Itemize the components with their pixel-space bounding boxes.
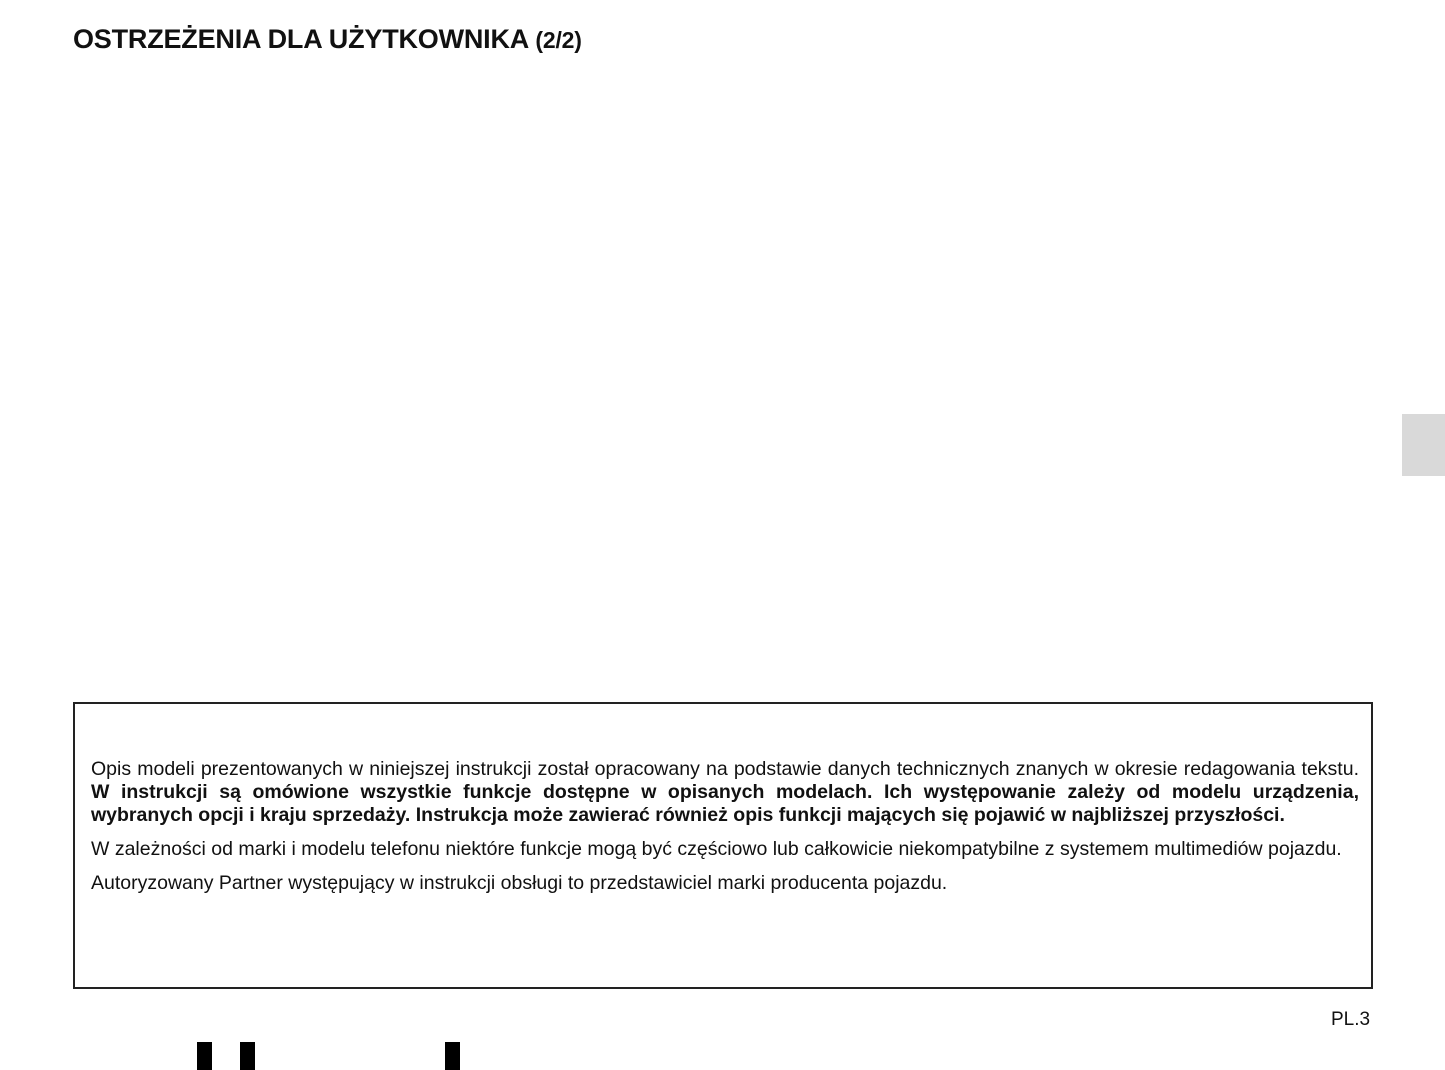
notice-text: Opis modeli prezentowanych w niniejszej instrukcji został opracowany na podstawie danych technicznych znanych w okresie redagowania tekstu. bbox=[91, 758, 1359, 780]
page-number: PL.3 bbox=[1331, 1009, 1371, 1030]
notice-box bbox=[73, 702, 1373, 989]
page-title bbox=[73, 24, 582, 55]
notice-paragraph: W zależności od marki i modelu telefonu niektóre funkcje mogą być częściowo lub całkowicie niekompatybilne z systemem multimediów pojazdu. bbox=[91, 838, 1342, 860]
section-thumb-tab bbox=[1402, 414, 1445, 476]
notice-paragraph: Autoryzowany Partner występujący w instrukcji obsługi to przedstawiciel marki producenta pojazdu. bbox=[91, 872, 948, 894]
title-part-indicator: (2/2) bbox=[535, 27, 582, 53]
notice-bold-text: W instrukcji są omówione wszystkie funkcje dostępne w opisanych modelach. Ich występowanie zależy od modelu urządzenia, wybranych opcji i kraju sprzedaży. Instrukcja może zawierać również opis funkcji mających się pojawić w najbliższej przyszłości. bbox=[91, 781, 1359, 826]
title-text: OSTRZEŻENIA DLA UŻYTKOWNIKA bbox=[73, 24, 529, 54]
print-mark bbox=[240, 1042, 255, 1070]
notice-paragraph bbox=[91, 758, 1359, 827]
print-mark bbox=[445, 1042, 460, 1070]
notice-content bbox=[91, 758, 1359, 906]
print-mark bbox=[197, 1042, 212, 1070]
